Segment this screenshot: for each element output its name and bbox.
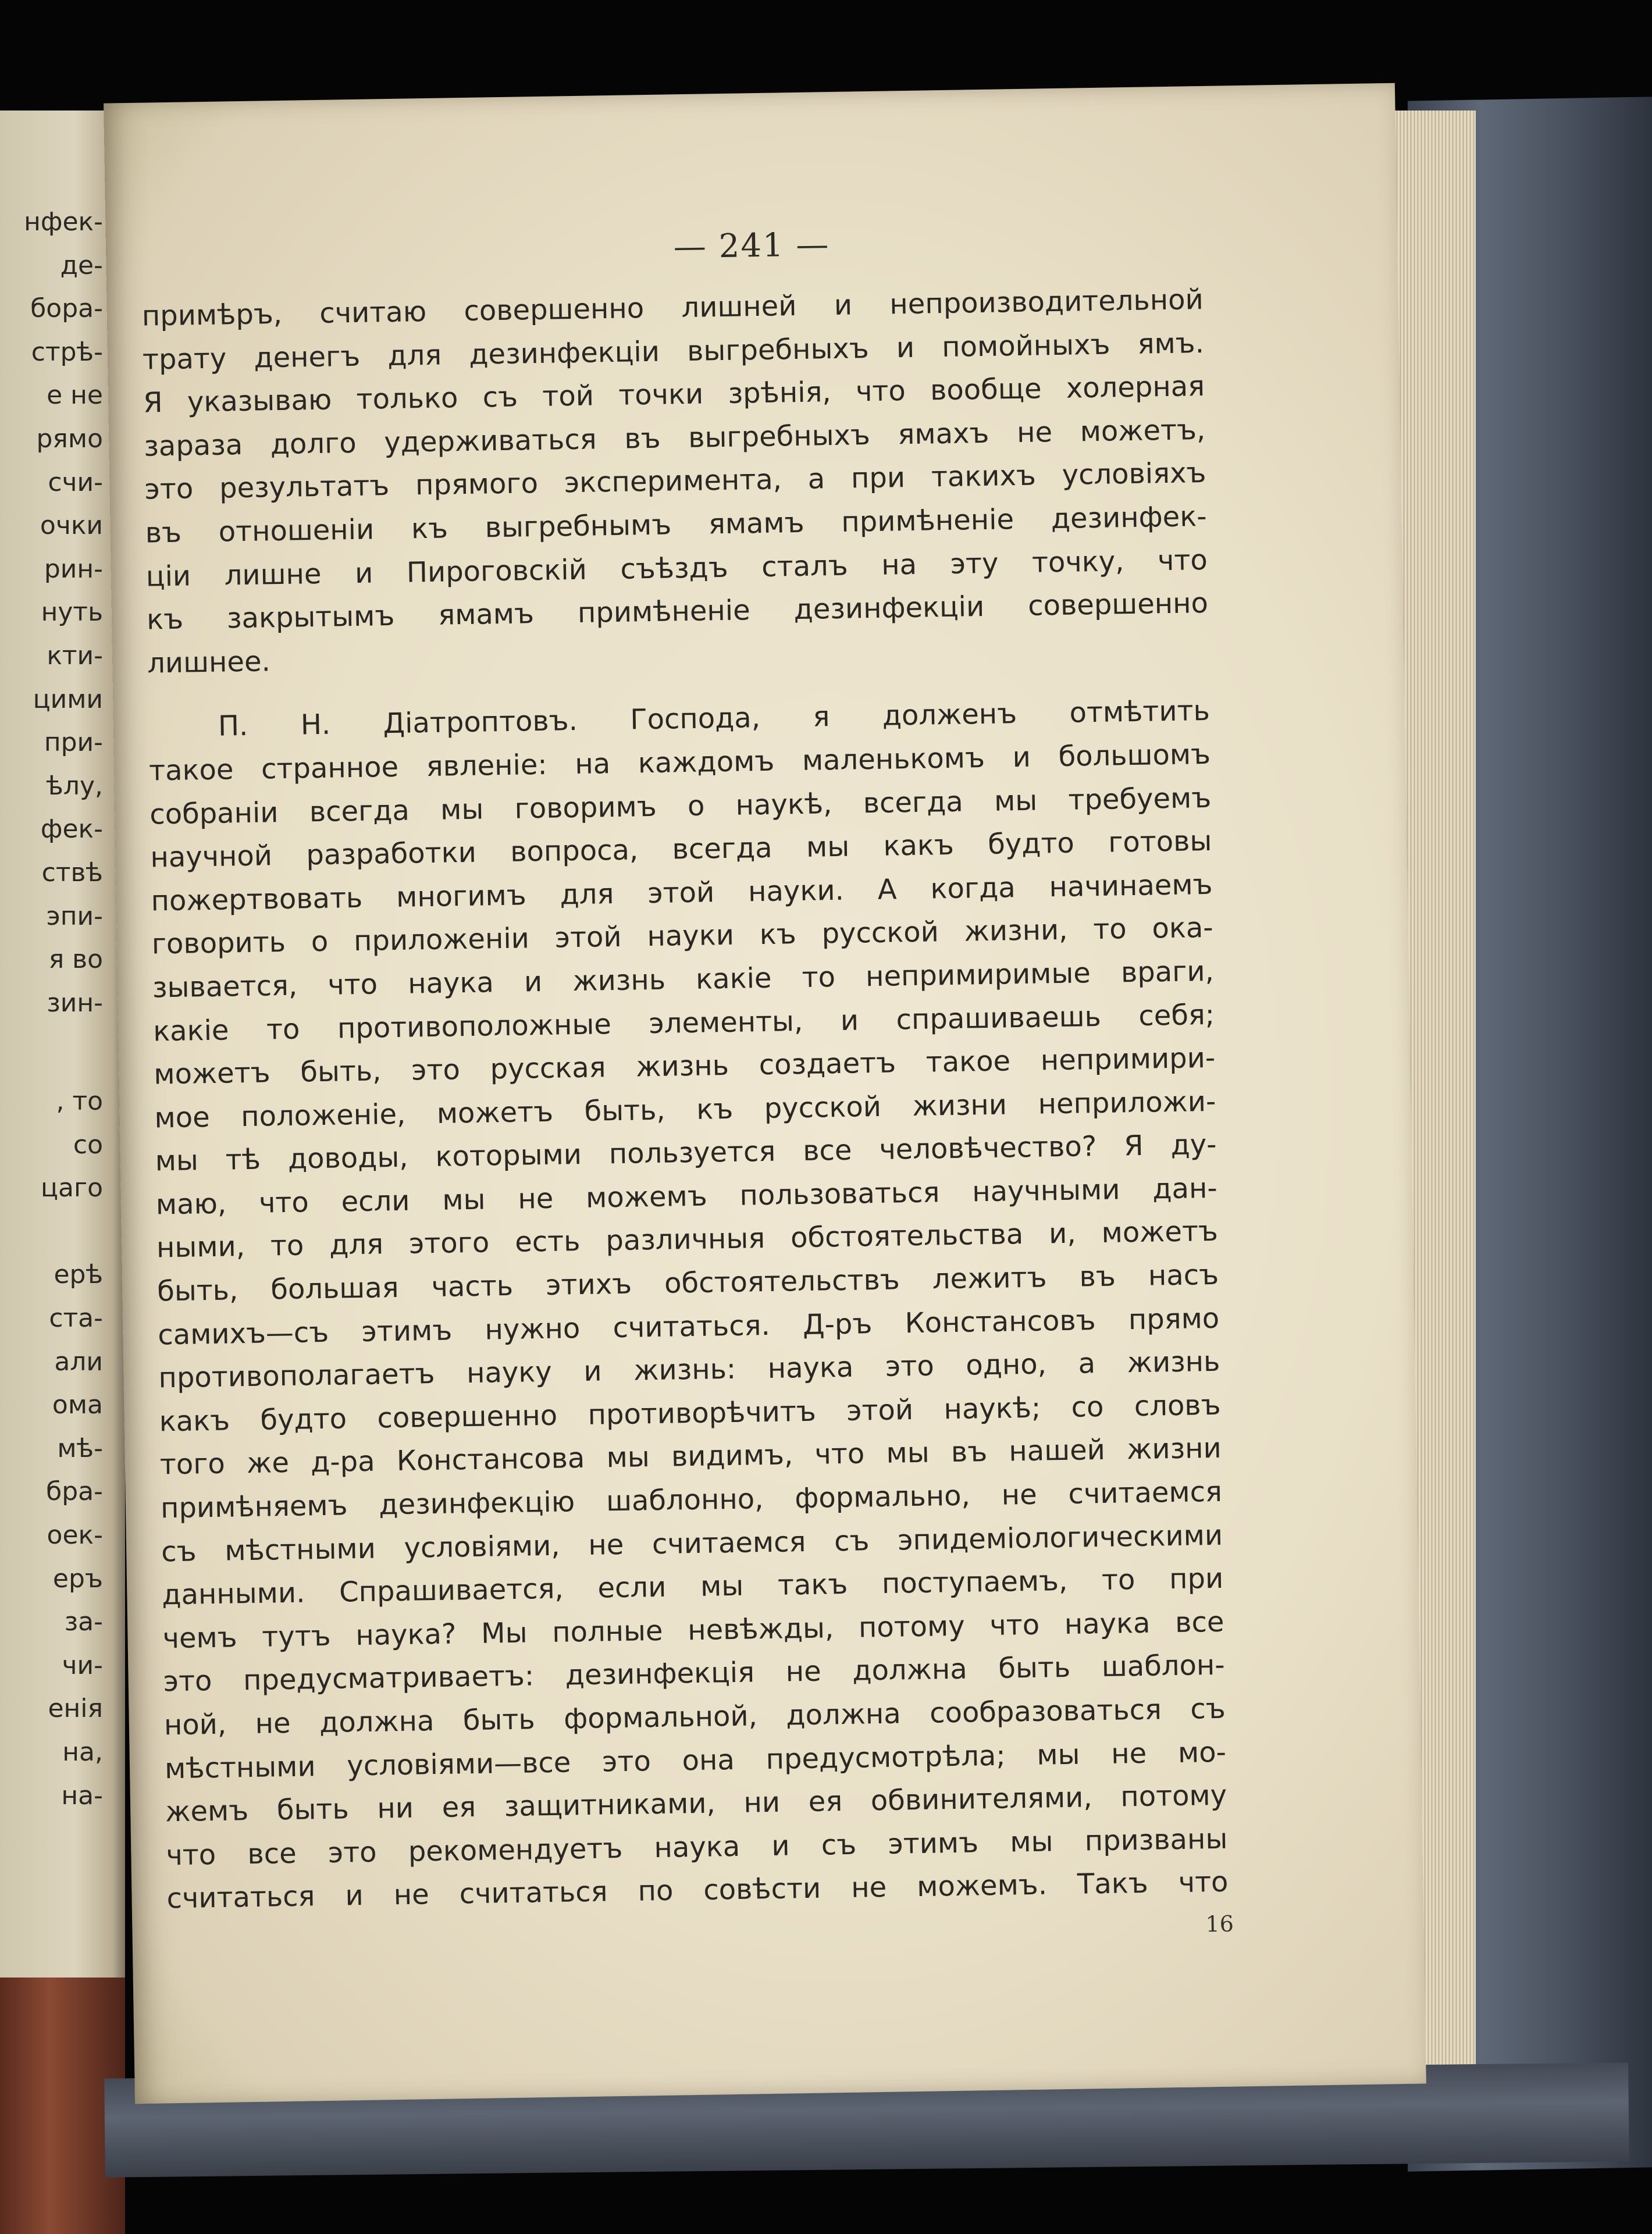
left-page-text-fragment: со (73, 1130, 103, 1160)
text-line: П. Н. Діатроптовъ. Господа, я долженъ отмѣтить (218, 694, 1210, 743)
left-page-text-fragment: бра- (46, 1477, 103, 1506)
text-line: жемъ быть ни ея защитниками, ни ея обвинителями, потому (165, 1779, 1227, 1829)
left-page-text-fragment: стрѣ- (31, 337, 103, 367)
text-line: зывается, что наука и жизнь какіе то непримиримые враги, (152, 954, 1215, 1004)
main-page (104, 83, 1426, 2104)
text-line: собраніи всегда мы говоримъ о наукѣ, всегда мы требуемъ (149, 781, 1212, 831)
text-line: это результатъ прямого эксперимента, а при такихъ условіяхъ (144, 457, 1206, 506)
left-page-text-fragment: ста- (49, 1303, 103, 1333)
text-line: данными. Спрашивается, если мы такъ поступаемъ, то при (161, 1562, 1224, 1612)
text-line: научной разработки вопроса, всегда мы какъ будто готовы (150, 825, 1212, 874)
left-page-text-fragment: ствѣ (41, 858, 103, 888)
text-line: лишнее. (147, 645, 271, 680)
left-page-text-fragment: цими (33, 685, 103, 714)
text-line: ной, не должна быть формальной, должна сообразоваться съ (163, 1692, 1226, 1742)
text-line: самихъ—съ этимъ нужно считаться. Д-ръ Констансовъ прямо (157, 1302, 1220, 1352)
text-line: зараза долго удерживаться въ выгребныхъ ямахъ не можетъ, (143, 413, 1206, 463)
left-page-text-fragment: нуть (41, 597, 103, 627)
text-line: можетъ быть, это русская жизнь создаетъ такое непримири- (153, 1041, 1216, 1091)
left-page-text-fragment: счи- (48, 468, 103, 497)
text-line: говорить о приложеніи этой науки къ русской жизни, то ока- (151, 911, 1214, 961)
text-line: ціи лишне и Пироговскій съѣздъ сталъ на эту точку, что (145, 543, 1208, 593)
page-number: — 241 — (673, 226, 830, 266)
left-page-text-fragment: ома (52, 1390, 103, 1420)
text-line: такое странное явленіе: на каждомъ маленькомъ и большомъ (148, 737, 1211, 788)
left-page-text-fragment: бора- (30, 294, 103, 323)
left-page-text-fragment: , то (56, 1086, 103, 1116)
text-line: пожертвовать многимъ для этой науки. А когда начинаемъ (151, 868, 1213, 918)
left-page-text-fragment: нфек- (24, 207, 103, 237)
left-page-text-fragment: рин- (44, 554, 103, 584)
left-page-text-fragment: енія (48, 1694, 103, 1723)
left-page-text-fragment: на, (62, 1737, 103, 1767)
left-page (0, 111, 125, 2076)
left-page-text-fragment: я во (48, 945, 103, 974)
left-page-text-fragment: оек- (47, 1520, 103, 1550)
text-line: считаться и не считаться по совѣсти не можемъ. Такъ что (166, 1866, 1229, 1915)
left-page-text-fragment: зин- (47, 988, 103, 1018)
text-line: мы тѣ доводы, которыми пользуется все человѣчество? Я ду- (155, 1128, 1217, 1178)
text-line: примѣняемъ дезинфекцію шаблонно, формально, не считаемся (160, 1475, 1223, 1525)
left-page-text-fragment: де- (60, 251, 103, 280)
text-line: быть, большая часть этихъ обстоятельствъ лежитъ въ насъ (156, 1258, 1219, 1308)
page-body-text (141, 278, 1229, 1921)
text-line: мѣстными условіями—все это она предусмотрѣла; мы не мо- (164, 1736, 1227, 1785)
text-line: въ отношеніи къ выгребнымъ ямамъ примѣненіе дезинфек- (145, 500, 1207, 550)
text-line: съ мѣстными условіями, не считаемся съ эпидеміологическими (161, 1519, 1223, 1569)
left-page-text-fragment: цаго (41, 1173, 103, 1203)
signature-mark: 16 (1205, 1911, 1234, 1937)
left-page-text-fragment: еръ (52, 1564, 103, 1594)
text-line: какіе то противоположные элементы, и спрашиваешь себя; (152, 998, 1215, 1048)
left-page-text-fragment: чи- (62, 1651, 103, 1680)
left-page-text-fragment: на- (61, 1781, 103, 1811)
text-line: мое положеніе, можетъ быть, къ русской жизни неприложи- (154, 1085, 1216, 1135)
left-page-text-fragment: эпи- (46, 902, 103, 931)
text-line: Я указываю только съ той точки зрѣнія, что вообще холерная (143, 370, 1205, 419)
text-line: противополагаетъ науку и жизнь: наука это одно, а жизнь (158, 1345, 1220, 1395)
left-page-text-fragment: очки (40, 511, 103, 540)
left-page-text-fragment: при- (44, 728, 103, 757)
left-page-text-fragment: ѣлу, (46, 771, 103, 801)
text-line: трату денегъ для дезинфекціи выгребныхъ и помойныхъ ямъ. (142, 326, 1205, 376)
text-line: какъ будто совершенно противорѣчитъ этой наукѣ; со словъ (159, 1388, 1221, 1438)
text-line: примѣръ, считаю совершенно лишней и непроизводительной (141, 283, 1204, 333)
left-page-text-fragment: кти- (47, 641, 103, 671)
text-line: что все это рекомендуетъ наука и съ этимъ мы призваны (166, 1822, 1228, 1872)
left-page-text-fragment: за- (64, 1607, 103, 1637)
text-line: маю, что если мы не можемъ пользоваться научными дан- (155, 1171, 1218, 1221)
text-line: ными, то для этого есть различныя обстоятельства и, можетъ (156, 1215, 1219, 1264)
left-page-text-fragment: мѣ- (57, 1434, 103, 1463)
left-page-text-fragment: али (54, 1347, 103, 1377)
left-page-text-fragment: фек- (40, 814, 103, 844)
text-line: чемъ тутъ наука? Мы полные невѣжды, потому что наука все (162, 1605, 1224, 1655)
text-line: это предусматриваетъ: дезинфекція не должна быть шаблон- (163, 1649, 1225, 1698)
text-line: къ закрытымъ ямамъ примѣненіе дезинфекціи совершенно (146, 587, 1209, 636)
left-page-text-fragment: е не (47, 380, 103, 410)
left-page-text-fragment: ерѣ (54, 1260, 103, 1289)
left-page-text-fragment: рямо (36, 424, 103, 454)
text-line: того же д-ра Констансова мы видимъ, что мы въ нашей жизни (159, 1432, 1222, 1481)
